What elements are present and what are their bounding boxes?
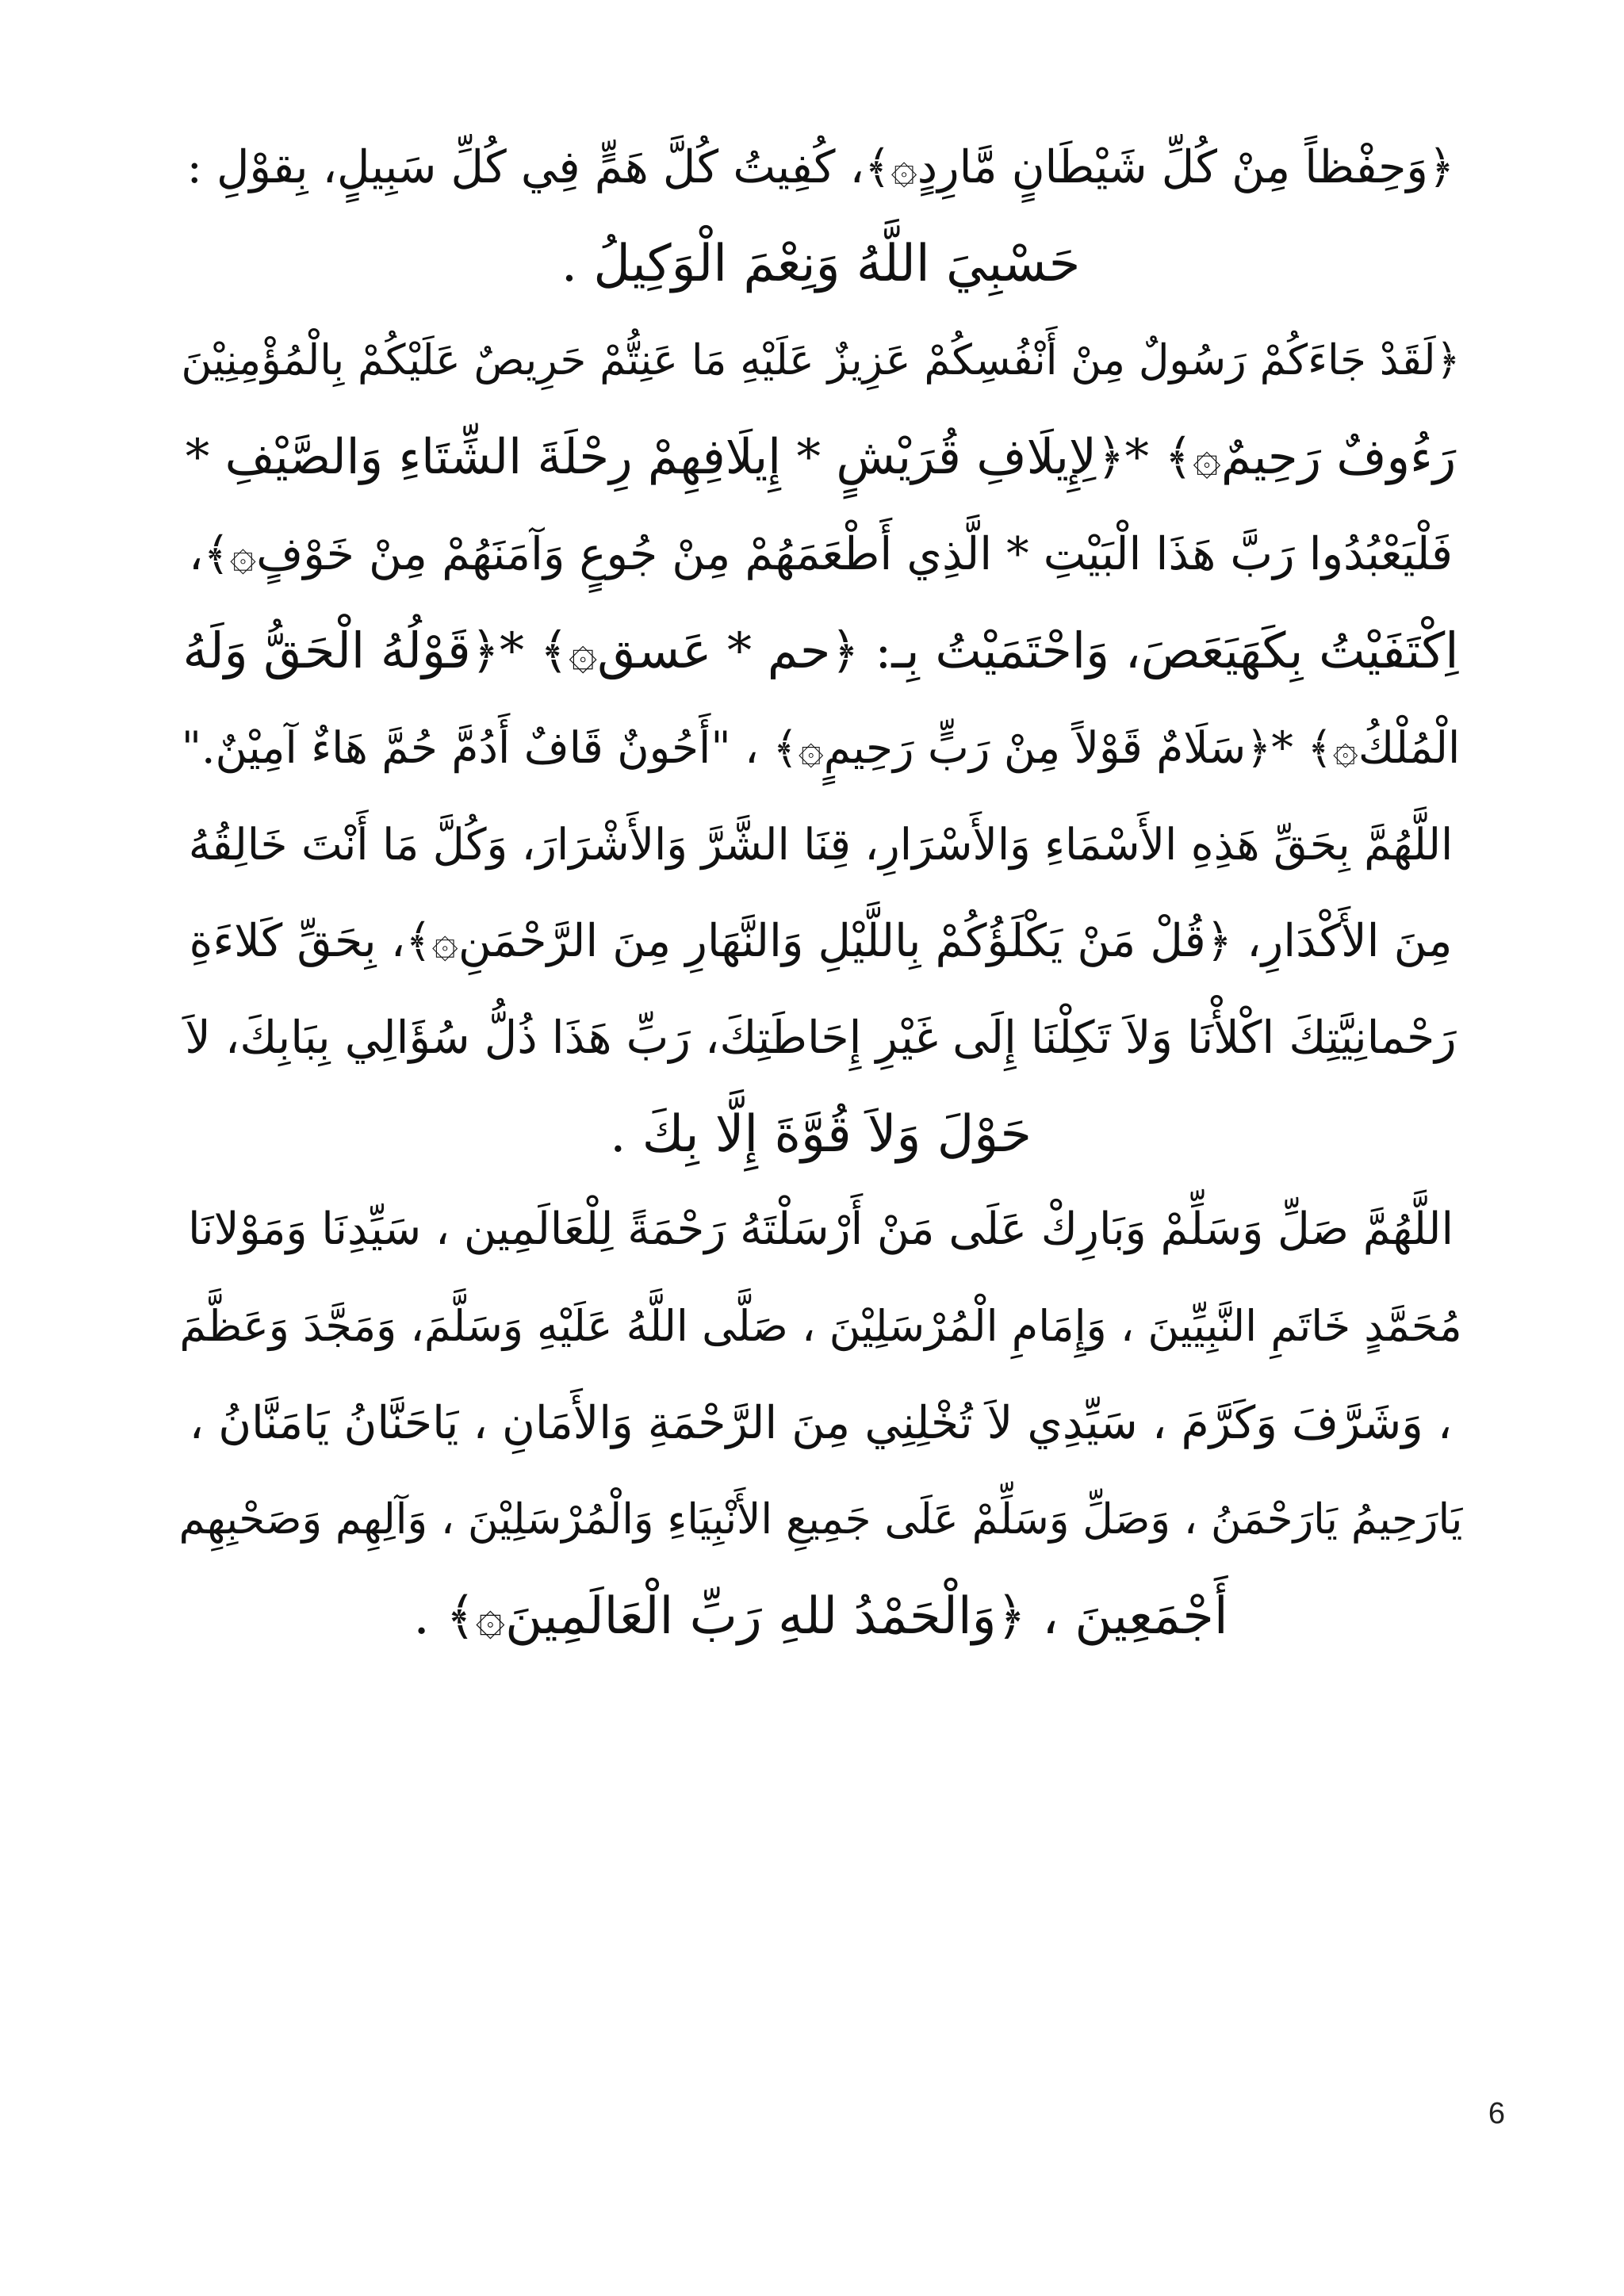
text-line: مِنَ الأَكْدَارِ، ﴿قُلْ مَنْ يَكْلَؤُكُمْ بِاللَّيْلِ وَالنَّهَارِ مِنَ الرَّحْمَنِ۞﴾، بِحَقِّ كَلاءَةِ [189,915,1453,967]
text-line: مُحَمَّدٍ خَاتَمِ النَّبِيِّينَ ، وَإِمَامِ الْمُرْسَلِيْنَ ، صَلَّى اللَّهُ عَلَيْهِ وَسَلَّمَ، وَمَجَّدَ وَعَظَّمَ [179,1301,1462,1351]
text-line: ، وَشَرَّفَ وَكَرَّمَ ، سَيِّدِي لاَ تُخْلِنِي مِنَ الرَّحْمَةِ وَالأَمَانِ ، يَاحَنَّانُ يَامَنَّانُ ، [189,1397,1453,1449]
prayer-paragraph-1 [178,119,1463,1183]
text-line: يَارَحِيمُ يَارَحْمَنُ ، وَصَلِّ وَسَلِّمْ عَلَى جَمِيعِ الأَنْبِيَاءِ وَالْمُرْسَلِيْنَ ، وَآلِهِم وَصَحْبِهِم [178,1495,1463,1544]
text-line: اِكْتَفَيْتُ بِكَهَيَعَصَ، وَاحْتَمَيْتُ بِـ: ﴿حم * عَسق۞﴾ *﴿قَوْلُهُ الْحَقُّ وَلَهُ [182,622,1459,679]
text-line: اللَّهُمَّ بِحَقِّ هَذِهِ الأَسْمَاءِ وَالأَسْرَارِ، قِنَا الشَّرَّ وَالأَشْرَارَ، وَكُلَّ مَا أَنْتَ خَالِقُهُ [188,819,1454,870]
text-line: رَحْمانِيَّتِكَ اكْلأْنَا وَلاَ تَكِلْنَا إِلَى غَيْرِ إِحَاطَتِكَ، رَبِّ هَذَا ذُلُّ سُؤَالِي بِبَابِكَ، لاَ [185,1012,1457,1064]
text-line: ﴿وَحِفْظاً مِنْ كُلِّ شَيْطَانٍ مَّارِدٍ۞﴾، كُفِيتُ كُلَّ هَمٍّ فِي كُلِّ سَبِيلٍ، بِقوْلِ : [186,141,1455,193]
text-line: رَءُوفٌ رَحِيمٌ۞﴾ *﴿لِإِيلَافِ قُرَيْشٍ * إِيلَافِهِمْ رِحْلَةَ الشِّتَاءِ وَالصَّيْفِ * [185,429,1457,485]
text-line: ﴿لَقَدْ جَاءَكُمْ رَسُولٌ مِنْ أَنْفُسِكُمْ عَزِيزٌ عَلَيْهِ مَا عَنِتُّمْ حَرِيصٌ عَلَيْكُمْ بِالْمُؤْمِنِيْنَ [181,336,1461,385]
prayer-paragraph-2 [178,1181,1463,1665]
text-line: حَسْبِيَ اللَّهُ وَنِعْمَ الْوَكِيلُ . [561,235,1081,293]
text-line: فَلْيَعْبُدُوا رَبَّ هَذَا الْبَيْتِ * الَّذِي أَطْعَمَهُمْ مِنْ جُوعٍ وَآمَنَهُمْ مِنْ خَوْفٍ۞﴾، [188,528,1454,580]
text-line: الْمُلْكُ۞﴾ *﴿سَلَامٌ قَوْلاً مِنْ رَبٍّ رَحِيمٍ۞﴾ ، "أَحُونٌ قَافٌ أَدُمَّ حُمَّ هَاءٌ آمِيْنٌ." [181,722,1461,773]
page-number: 6 [1488,2097,1505,2130]
text-line: حَوْلَ وَلاَ قُوَّةَ إِلَّا بِكَ . [610,1105,1032,1164]
text-line: أَجْمَعِينَ ، ﴿وَالْحَمْدُ للهِ رَبِّ الْعَالَمِينَ۞﴾ . [413,1587,1228,1646]
text-line: اللَّهُمَّ صَلِّ وَسَلِّمْ وَبَارِكْ عَلَى مَنْ أَرْسَلْتَهُ رَحْمَةً لِلْعَالَمِين ، سَيِّدِنَا وَمَوْلانَا [187,1203,1454,1255]
